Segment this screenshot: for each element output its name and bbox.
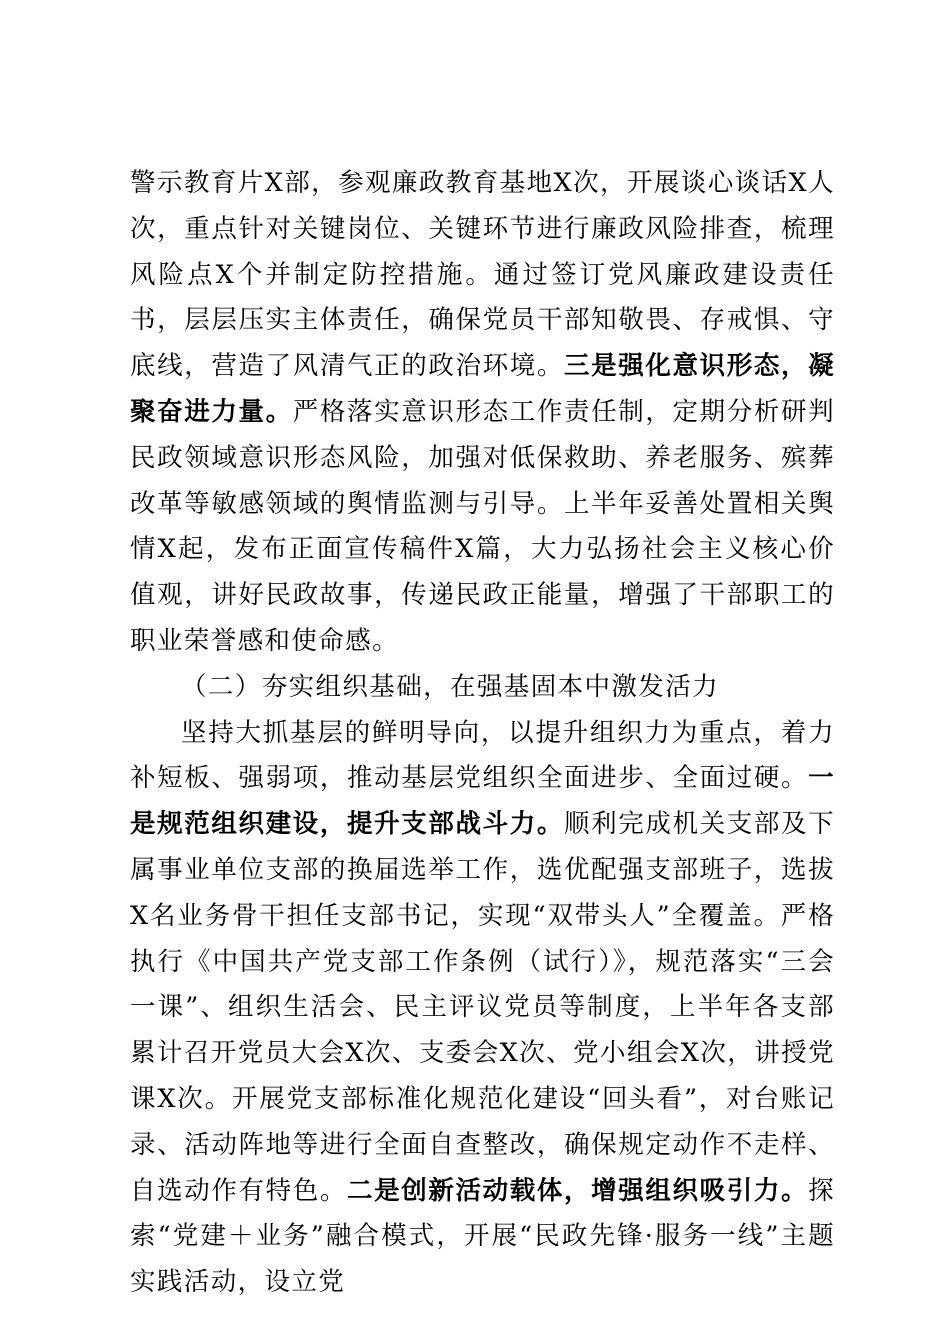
bold-subheading: 一是规范组织建设，提升支部战斗力。 <box>130 763 835 840</box>
paragraph-body <box>130 711 835 1306</box>
section-heading <box>130 665 835 711</box>
bold-subheading: 三是强化意识形态，凝聚奋进力量。 <box>130 351 835 427</box>
text-segment: 严格落实意识形态工作责任制，定期分析研判民政领域意识形态风险，加强对低保救助、养老服务、殡葬改革等敏感领域的舆情监测与引导。上半年妥善处置相关舆情X起，发布正面宣传稿件X篇，大力弘扬社会主义核心价值观，讲好民政故事，传递民政正能量，增强了干部职工的职业荣誉感和使命感。 <box>130 396 835 656</box>
section-heading-text: （二）夯实组织基础，在强基固本中激发活力 <box>181 671 720 702</box>
document-page <box>130 161 835 1306</box>
text-segment: 探索“党建＋业务”融合模式，开展“民政先锋·服务一线”主题实践活动，设立党 <box>130 1175 836 1298</box>
text-segment: 坚持大抓基层的鲜明导向，以提升组织力为重点，着力补短板、强弱项，推动基层党组织全面进步、全面过硬。 <box>130 717 835 794</box>
text-segment: 顺利完成机关支部及下属事业单位支部的换届选举工作，选优配强支部班子，选拔X名业务骨干担任支部书记，实现“双带头人”全覆盖。严格执行《中国共产党支部工作条例（试行）》，规范落实“三会一课”、组织生活会、民主评议党员等制度，上半年各支部累计召开党员大会X次、支委会X次、党小组会X次，讲授党课X次。开展党支部标准化规范化建设“回头看”，对台账记录、活动阵地等进行全面自查整改，确保规定动作不走样、自选动作有特色。 <box>130 809 835 1206</box>
paragraph-continuation <box>130 161 835 665</box>
text-segment: 警示教育片X部，参观廉政教育基地X次，开展谈心谈话X人次，重点针对关键岗位、关键环节进行廉政风险排查，梳理风险点X个并制定防控措施。通过签订党风廉政建设责任书，层层压实主体责任，确保党员干部知敬畏、存戒惧、守底线，营造了风清气正的政治环境。 <box>130 168 835 382</box>
bold-subheading: 二是创新活动载体，增强组织吸引力。 <box>347 1175 809 1206</box>
